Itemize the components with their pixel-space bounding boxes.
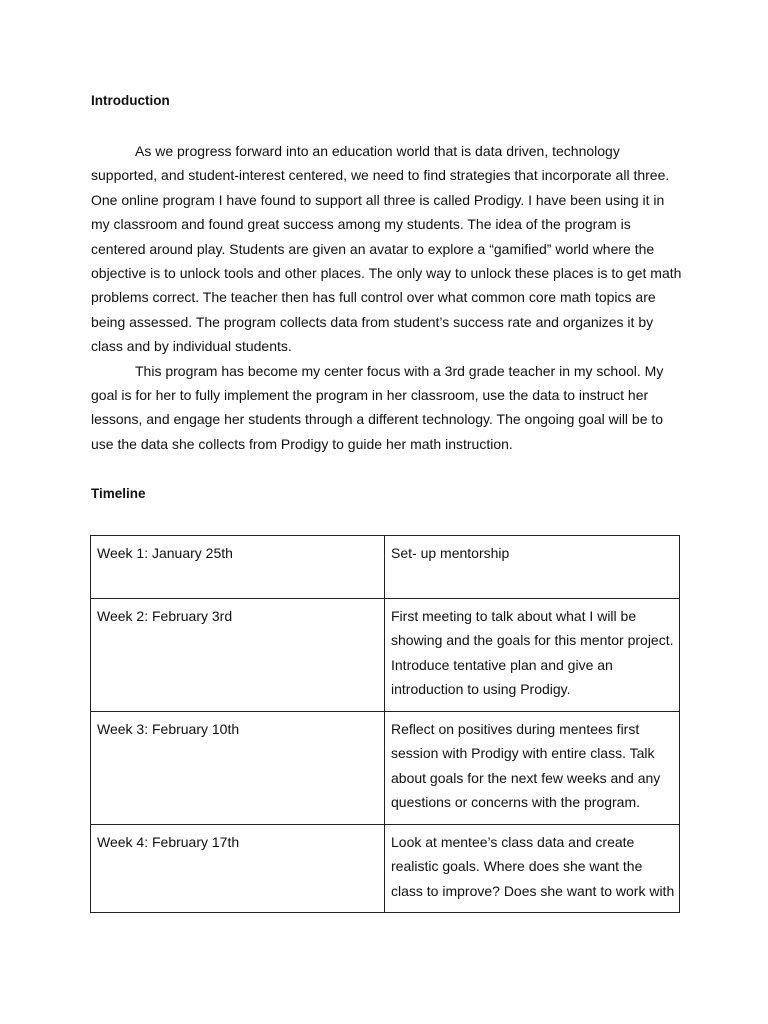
week-cell: [91, 599, 385, 712]
timeline-heading: Timeline: [91, 486, 146, 501]
intro-line: goal is for her to fully implement the program in her classroom, use the data to instruct her: [91, 387, 649, 404]
week-label: Week 1: January 25th: [97, 545, 233, 561]
activity-cell: [385, 712, 680, 825]
table-row: [91, 599, 680, 712]
activity-cell: [385, 825, 680, 913]
activity-cell: [385, 599, 680, 712]
intro-line: One online program I have found to support all three is called Prodigy. I have been using it in: [91, 191, 665, 208]
intro-line: being assessed. The program collects data from student’s success rate and organizes it by: [91, 313, 654, 330]
intro-line: class and by individual students.: [91, 338, 292, 355]
activity-line: introduction to using Prodigy.: [391, 681, 571, 698]
activity-line: realistic goals. Where does she want the: [391, 858, 643, 875]
week-label: Week 2: February 3rd: [97, 608, 233, 624]
activity-line: Set- up mentorship: [391, 545, 510, 561]
activity-line: Reflect on positives during mentees first: [391, 721, 640, 737]
week-cell: [91, 825, 385, 913]
table-row: [91, 712, 680, 825]
week-cell: [91, 536, 385, 599]
week-label: Week 4: February 17th: [97, 834, 240, 850]
introduction-body: [91, 139, 691, 456]
intro-line: As we progress forward into an education world that is data driven, technology: [135, 143, 620, 159]
activity-cell: [385, 536, 680, 599]
activity-line: First meeting to talk about what I will be: [391, 608, 637, 624]
table-row: [91, 536, 680, 599]
introduction-heading: Introduction: [91, 93, 170, 108]
intro-line: lessons, and engage her students through a different technology. The ongoing goal will be to: [91, 411, 664, 428]
activity-line: about goals for the next few weeks and any: [391, 769, 661, 786]
activity-line: Introduce tentative plan and give an: [391, 656, 613, 673]
week-cell: [91, 712, 385, 825]
activity-line: Look at mentee’s class data and create: [391, 834, 635, 850]
activity-line: class to improve? Does she want to work with: [391, 882, 675, 899]
activity-line: showing and the goals for this mentor project.: [391, 632, 674, 649]
intro-line: use the data she collects from Prodigy to guide her math instruction.: [91, 435, 513, 452]
activity-line: questions or concerns with the program.: [391, 794, 641, 811]
week-label: Week 3: February 10th: [97, 721, 240, 737]
intro-line: supported, and student-interest centered, we need to find strategies that incorporate all three.: [91, 167, 670, 184]
timeline-table: [90, 535, 680, 913]
intro-line: This program has become my center focus with a 3rd grade teacher in my school. My: [135, 362, 664, 379]
intro-line: problems correct. The teacher then has full control over what common core math topics are: [91, 289, 656, 306]
intro-line: centered around play. Students are given an avatar to explore a “gamified” world where the: [91, 240, 655, 257]
intro-line: objective is to unlock tools and other places. The only way to unlock these places is to get math: [91, 265, 682, 282]
intro-line: my classroom and found great success among my students. The idea of the program is: [91, 216, 631, 233]
table-row: [91, 825, 680, 913]
activity-line: session with Prodigy with entire class. Talk: [391, 745, 655, 762]
